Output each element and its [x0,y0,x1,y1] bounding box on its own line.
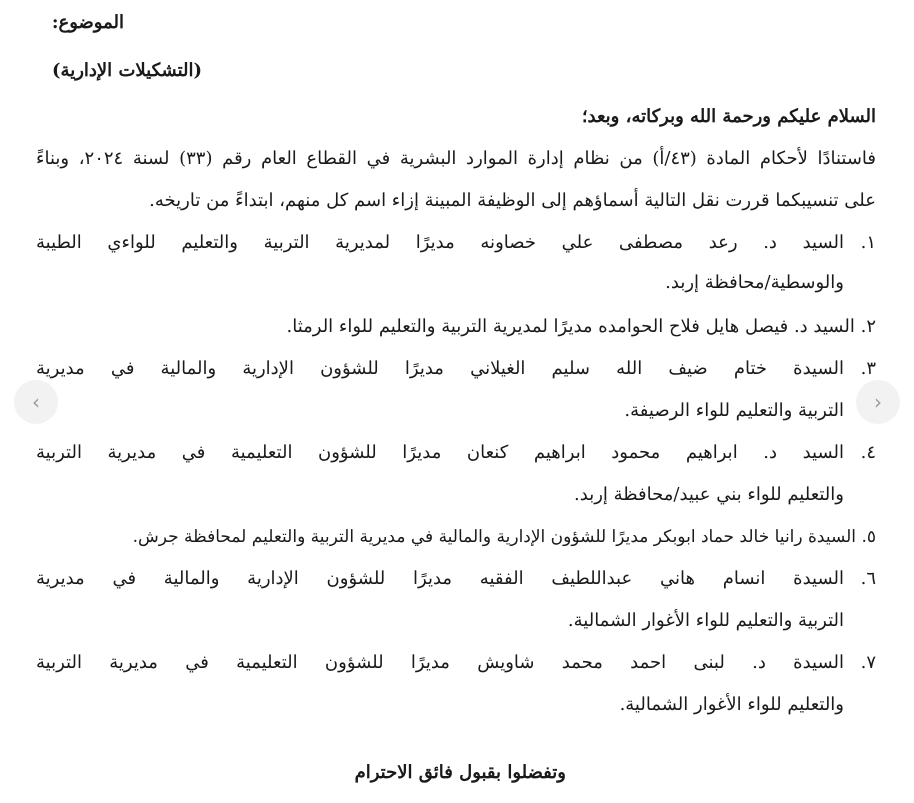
chevron-right-icon: › [874,390,882,414]
item-number: ٦. [860,568,876,589]
item-continuation: التربية والتعليم للواء الرصيفة. [624,400,844,421]
subject-label: الموضوع: [51,12,124,33]
item-text: السيدة ختام ضيف الله سليم الغيلاني مديرًا للشؤون الإدارية والمالية في مديرية [36,358,844,379]
item-number: ٤. [860,442,876,463]
item-number: ٥. [861,527,876,547]
item-number: ١. [860,232,876,253]
item-text: السيدة د. لبنى احمد محمد شاويش مديرًا للشؤون التعليمية في مديرية التربية [36,652,844,673]
item-continuation: والتعليم للواء بني عبيد/محافظة إربد. [574,484,844,505]
intro-line-2: على تنسيبكما قررت نقل التالية أسماؤهم إلى الوظيفة المبينة إزاء اسم كل منهم، ابتداءً من تاريخه. [149,190,876,211]
item-continuation: والوسطية/محافظة إربد. [665,272,844,293]
list-item [36,566,876,592]
item-text: السيد د. فيصل هايل فلاح الحوامده مديرًا لمديرية التربية والتعليم للواء الرمثا. [286,316,855,337]
list-item [36,356,876,382]
item-text: السيد د. رعد مصطفى علي خصاونه مديرًا لمديرية التربية والتعليم للواءي الطيبة [36,232,844,253]
chevron-left-icon: ‹ [32,390,40,414]
next-page-button[interactable] [856,380,900,424]
prev-page-button[interactable] [14,380,58,424]
closing-line: وتفضلوا بقبول فائق الاحترام [354,762,566,783]
item-text: السيدة رانيا خالد حماد ابوبكر مديرًا للشؤون الإدارية والمالية في مديرية التربية والتعليم لمحافظة جرش. [132,527,857,547]
item-number: ٢. [860,316,876,337]
list-item [133,524,876,550]
list-item [36,650,876,676]
item-number: ٣. [860,358,876,379]
item-continuation: التربية والتعليم للواء الأغوار الشمالية. [567,610,844,631]
intro-line-1: فاستنادًا لأحكام المادة (٤٣/أ) من نظام إدارة الموارد البشرية في القطاع العام رقم (٣٣) لسنة ٢٠٢٤، وبناءً [36,148,876,169]
item-text: السيد د. ابراهيم محمود ابراهيم كنعان مديرًا للشؤون التعليمية في مديرية التربية [36,442,844,463]
list-item [36,230,876,256]
item-continuation: والتعليم للواء الأغوار الشمالية. [619,694,844,715]
list-item [36,440,876,466]
list-item [286,314,876,340]
item-text: السيدة انسام هاني عبداللطيف الفقيه مديرًا للشؤون الإدارية والمالية في مديرية [36,568,844,589]
subject-title: (التشكيلات الإدارية) [52,60,202,81]
item-number: ٧. [860,652,876,673]
greeting: السلام عليكم ورحمة الله وبركاته، وبعد؛ [581,106,876,127]
